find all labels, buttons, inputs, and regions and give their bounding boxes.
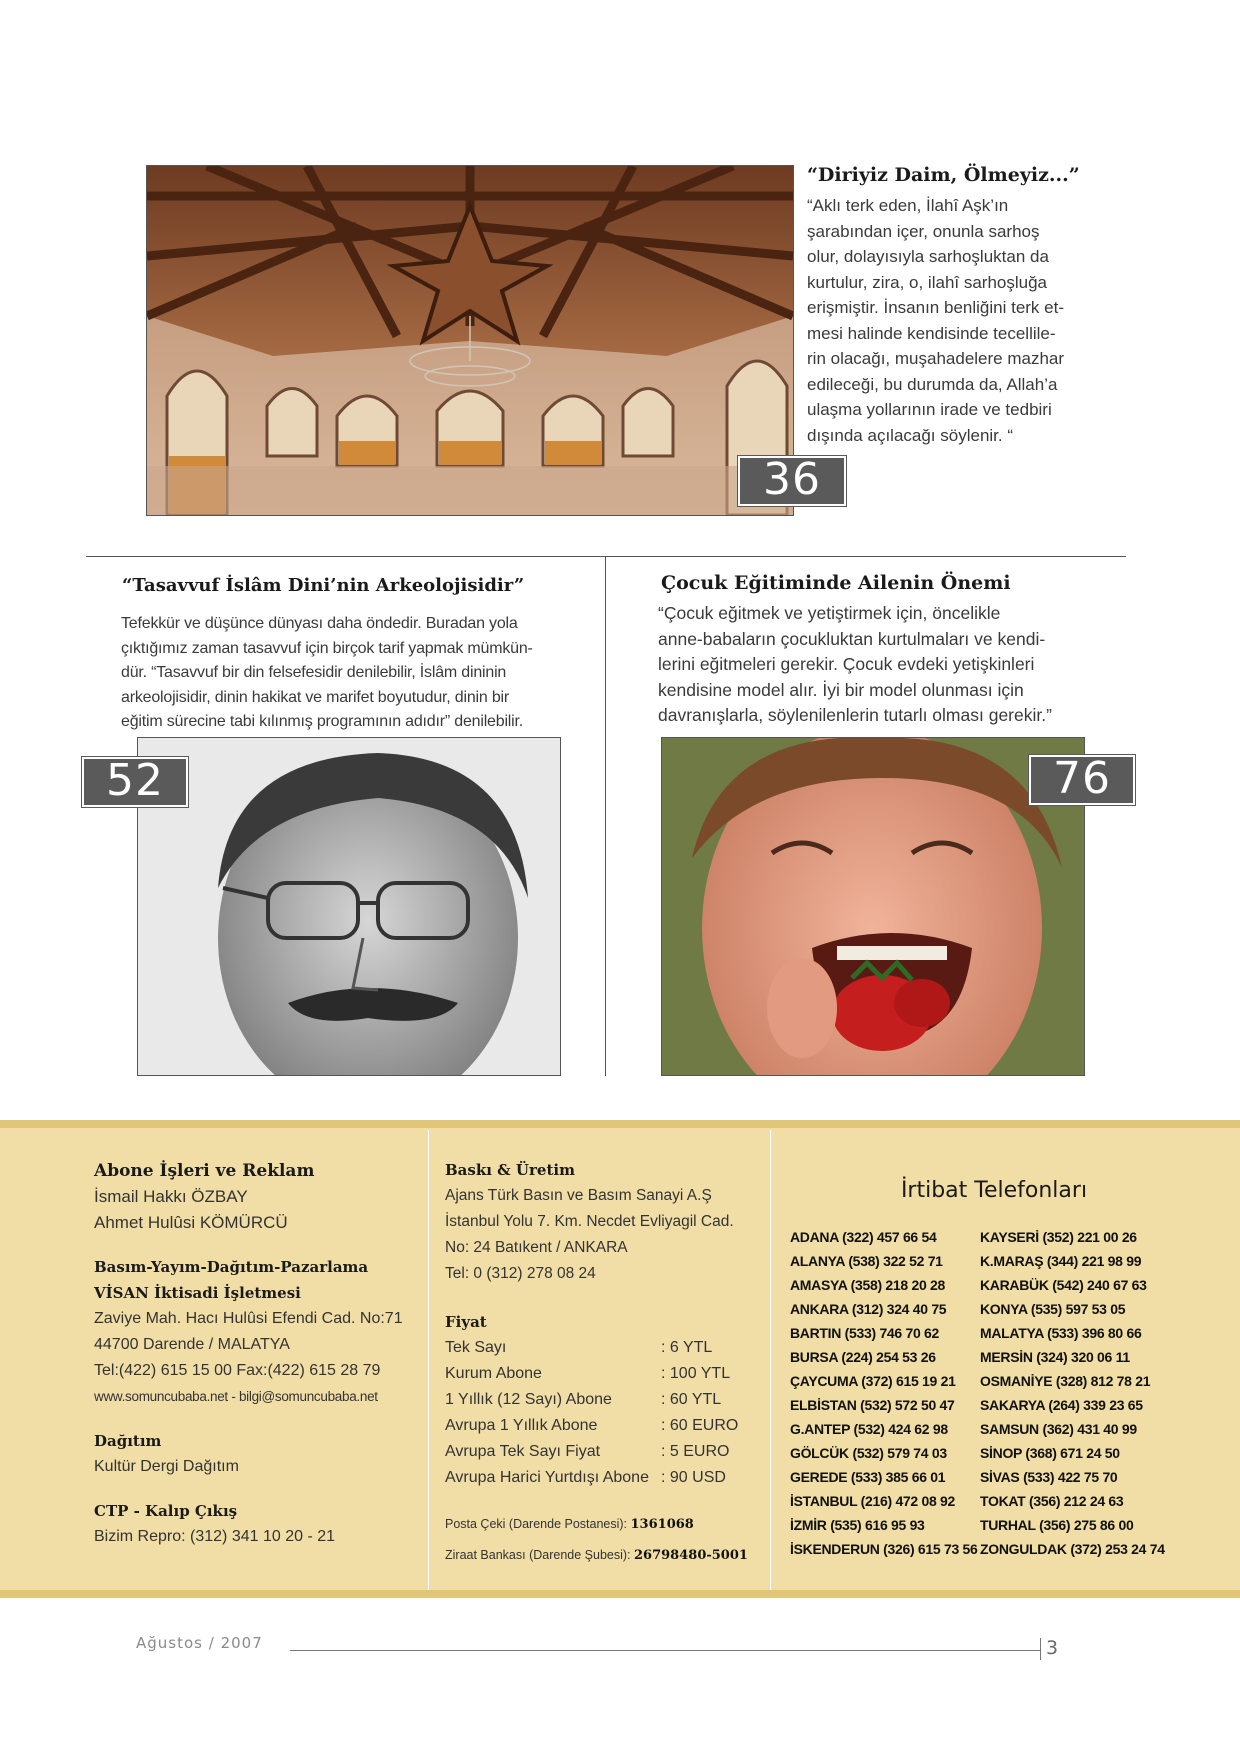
phone-entry: G.ANTEP (532) 424 62 98 xyxy=(790,1421,948,1437)
text-line: edileceği, bu durumda da, Allah’a xyxy=(807,374,1058,394)
price-label: Avrupa Harici Yurtdışı Abone xyxy=(445,1469,649,1486)
printer-line: Tel: 0 (312) 278 08 24 xyxy=(445,1265,596,1282)
masthead-column-2 xyxy=(445,1157,765,1571)
distributor-line: Kultür Dergi Dağıtım xyxy=(94,1458,239,1475)
footer-rule xyxy=(290,1650,1040,1651)
section-title: Baskı & Üretim xyxy=(445,1161,575,1179)
website-email-link[interactable]: www.somuncubaba.net - bilgi@somuncubaba.net xyxy=(94,1389,378,1404)
horizontal-divider xyxy=(86,556,1126,557)
address-line: Zaviye Mah. Hacı Hulûsi Efendi Cad. No:71 xyxy=(94,1310,403,1327)
phone-entry: ÇAYCUMA (372) 615 19 21 xyxy=(790,1373,956,1389)
footer-date: Ağustos / 2007 xyxy=(136,1634,263,1652)
price-row xyxy=(445,1387,765,1413)
printer-line: Ajans Türk Basın ve Basım Sanayi A.Ş xyxy=(445,1187,712,1204)
price-value: : 100 YTL xyxy=(661,1365,731,1382)
bottom-band xyxy=(0,1590,1240,1598)
price-row xyxy=(445,1413,765,1439)
phone-entry: ELBİSTAN (532) 572 50 47 xyxy=(790,1397,955,1413)
column-divider xyxy=(770,1130,771,1590)
article2-title: “Tasavvuf İslâm Dini’nin Arkeolojisidir” xyxy=(122,575,525,596)
column-divider xyxy=(428,1130,429,1590)
address-line: Tel:(422) 615 15 00 Fax:(422) 615 28 79 xyxy=(94,1362,381,1379)
ziraat-label: Ziraat Bankası (Darende Şubesi): xyxy=(445,1548,631,1562)
page-number-badge-52: 52 xyxy=(82,757,188,807)
phone-entry: SAKARYA (264) 339 23 65 xyxy=(980,1397,1143,1413)
section-title: VİSAN İktisadi İşletmesi xyxy=(94,1284,301,1302)
price-row xyxy=(445,1465,765,1491)
price-table xyxy=(445,1335,765,1491)
phone-entry: GEREDE (533) 385 66 01 xyxy=(790,1469,946,1485)
section-title: CTP - Kalıp Çıkış xyxy=(94,1502,238,1520)
phone-entry: ADANA (322) 457 66 54 xyxy=(790,1229,937,1245)
phone-list-left xyxy=(790,1225,980,1561)
child-illustration xyxy=(662,738,1084,1075)
article2-body xyxy=(121,612,533,735)
phone-entry: SİVAS (533) 422 75 70 xyxy=(980,1469,1118,1485)
text-line: Tefekkür ve düşünce dünyası daha öndedir. Buradan yola xyxy=(121,615,518,632)
price-value: : 6 YTL xyxy=(661,1339,713,1356)
price-value: : 60 EURO xyxy=(661,1417,739,1434)
phone-entry: İZMİR (535) 616 95 93 xyxy=(790,1517,925,1533)
text-line: “Çocuk eğitmek ve yetiştirmek için, öncelikle xyxy=(658,603,1001,623)
price-value: : 5 EURO xyxy=(661,1443,730,1460)
staff-name: İsmail Hakkı ÖZBAY xyxy=(94,1187,248,1206)
text-line: erişmiştir. İnsanın benliğini terk et- xyxy=(807,298,1064,317)
phone-entry: ALANYA (538) 322 52 71 xyxy=(790,1253,943,1269)
mosque-ceiling-photo xyxy=(146,165,794,516)
phone-entry: İSTANBUL (216) 472 08 92 xyxy=(790,1493,956,1509)
section-title: Dağıtım xyxy=(94,1432,162,1450)
phone-entry: AMASYA (358) 218 20 28 xyxy=(790,1277,946,1293)
phone-entry: K.MARAŞ (344) 221 98 99 xyxy=(980,1253,1142,1269)
printer-line: İstanbul Yolu 7. Km. Necdet Evliyagil Cad. xyxy=(445,1213,734,1230)
section-title: Fiyat xyxy=(445,1313,487,1331)
footer-tick xyxy=(1040,1638,1041,1660)
address-line: 44700 Darende / MALATYA xyxy=(94,1336,290,1353)
phone-entry: İSKENDERUN (326) 615 73 56 xyxy=(790,1541,978,1557)
text-line: kendisine model alır. İyi bir model olunması için xyxy=(658,679,1024,700)
price-value: : 90 USD xyxy=(661,1469,726,1486)
masthead-info-panel xyxy=(0,1120,1240,1598)
text-line: dür. “Tasavvuf bir din felsefesidir denilebilir, İslâm dininin xyxy=(121,664,507,681)
phone-columns xyxy=(790,1225,1230,1561)
article3-title: Çocuk Eğitiminde Ailenin Önemi xyxy=(661,572,1011,594)
text-line: “Aklı terk eden, İlahî Aşk’ın xyxy=(807,196,1009,215)
masthead-column-1 xyxy=(94,1158,424,1550)
text-line: anne-babaların çocukluktan kurtulmaları ve kendi- xyxy=(658,628,1046,649)
price-row xyxy=(445,1439,765,1465)
ziraat-value: 26798480-5001 xyxy=(634,1548,748,1563)
phone-entry: MERSİN (324) 320 06 11 xyxy=(980,1349,1130,1365)
phone-entry: KONYA (535) 597 53 05 xyxy=(980,1301,1126,1317)
price-label: Tek Sayı xyxy=(445,1339,507,1356)
phone-entry: SAMSUN (362) 431 40 99 xyxy=(980,1421,1137,1437)
price-label: Avrupa 1 Yıllık Abone xyxy=(445,1417,598,1434)
mosque-ceiling-illustration xyxy=(147,166,793,515)
author-portrait-photo xyxy=(137,737,561,1076)
text-line: rin olacağı, muşahadelere mazhar xyxy=(807,349,1065,368)
posta-label: Posta Çeki (Darende Postanesi): xyxy=(445,1517,628,1531)
contact-phones-title: İrtibat Telefonları xyxy=(900,1178,1088,1203)
text-line: eğitim sürecine tabi kılınmış programının adıdır” denilebilir. xyxy=(121,713,524,730)
phone-entry: ZONGULDAK (372) 253 24 74 xyxy=(980,1541,1165,1557)
phone-entry: BURSA (224) 254 53 26 xyxy=(790,1349,936,1365)
article1-title: “Diriyiz Daim, Ölmeyiz...” xyxy=(807,164,1080,186)
text-line: mesi halinde kendisinde tecellile- xyxy=(807,323,1056,343)
text-line: kurtulur, zira, o, ilahî sarhoşluğa xyxy=(807,272,1048,292)
price-label: Avrupa Tek Sayı Fiyat xyxy=(445,1443,601,1460)
phone-entry: KARABÜK (542) 240 67 63 xyxy=(980,1277,1147,1293)
posta-value: 1361068 xyxy=(630,1517,694,1532)
phone-entry: TOKAT (356) 212 24 63 xyxy=(980,1493,1124,1509)
article3-body xyxy=(658,601,1052,729)
masthead-column-3 xyxy=(790,1178,1230,1561)
section-title: Abone İşleri ve Reklam xyxy=(94,1161,315,1181)
phone-list-right xyxy=(980,1225,1170,1561)
staff-name: Ahmet Hulûsi KÖMÜRCÜ xyxy=(94,1213,288,1232)
posta-ceki-line xyxy=(445,1509,765,1540)
top-band xyxy=(0,1120,1240,1128)
text-line: lerini eğitmeleri gerekir. Çocuk evdeki yetişkinleri xyxy=(658,654,1035,674)
vertical-divider xyxy=(605,556,606,1076)
text-line: arkeolojisidir, dinin hakikat ve marifet boyutudur, dinin bir xyxy=(121,688,510,706)
text-line: ulaşma yollarının irade ve tedbiri xyxy=(807,400,1052,419)
ziraat-line xyxy=(445,1540,765,1571)
phone-entry: KAYSERİ (352) 221 00 26 xyxy=(980,1229,1137,1245)
price-label: Kurum Abone xyxy=(445,1365,542,1382)
portrait-illustration xyxy=(138,738,560,1075)
page-number-badge-76: 76 xyxy=(1029,755,1135,805)
phone-entry: OSMANİYE (328) 812 78 21 xyxy=(980,1373,1151,1389)
price-value: : 60 YTL xyxy=(661,1391,722,1408)
phone-entry: ANKARA (312) 324 40 75 xyxy=(790,1301,947,1317)
text-line: davranışlarla, söylenilenlerin tutarlı olması gerekir.” xyxy=(658,705,1052,725)
article1-body xyxy=(807,193,1064,448)
price-label: 1 Yıllık (12 Sayı) Abone xyxy=(445,1391,612,1408)
printer-line: No: 24 Batıkent / ANKARA xyxy=(445,1239,628,1256)
ctp-line: Bizim Repro: (312) 341 10 20 - 21 xyxy=(94,1528,336,1545)
phone-entry: BARTIN (533) 746 70 62 xyxy=(790,1325,940,1341)
text-line: dışında açılacağı söylenir. “ xyxy=(807,425,1014,445)
text-line: olur, dolayısıyla sarhoşluktan da xyxy=(807,247,1049,266)
phone-entry: SİNOP (368) 671 24 50 xyxy=(980,1445,1120,1461)
text-line: çıktığımız zaman tasavvuf için birçok tarif yapmak mümkün- xyxy=(121,639,533,657)
phone-entry: GÖLCÜK (532) 579 74 03 xyxy=(790,1445,947,1461)
price-row xyxy=(445,1335,765,1361)
section-title: Basım-Yayım-Dağıtım-Pazarlama xyxy=(94,1258,369,1276)
page-number: 3 xyxy=(1046,1637,1059,1659)
text-line: şarabından içer, onunla sarhoş xyxy=(807,221,1040,241)
phone-entry: TURHAL (356) 275 86 00 xyxy=(980,1517,1134,1533)
child-eating-strawberry-photo xyxy=(661,737,1085,1076)
page-number-badge-36: 36 xyxy=(738,456,846,506)
phone-entry: MALATYA (533) 396 80 66 xyxy=(980,1325,1142,1341)
price-row xyxy=(445,1361,765,1387)
